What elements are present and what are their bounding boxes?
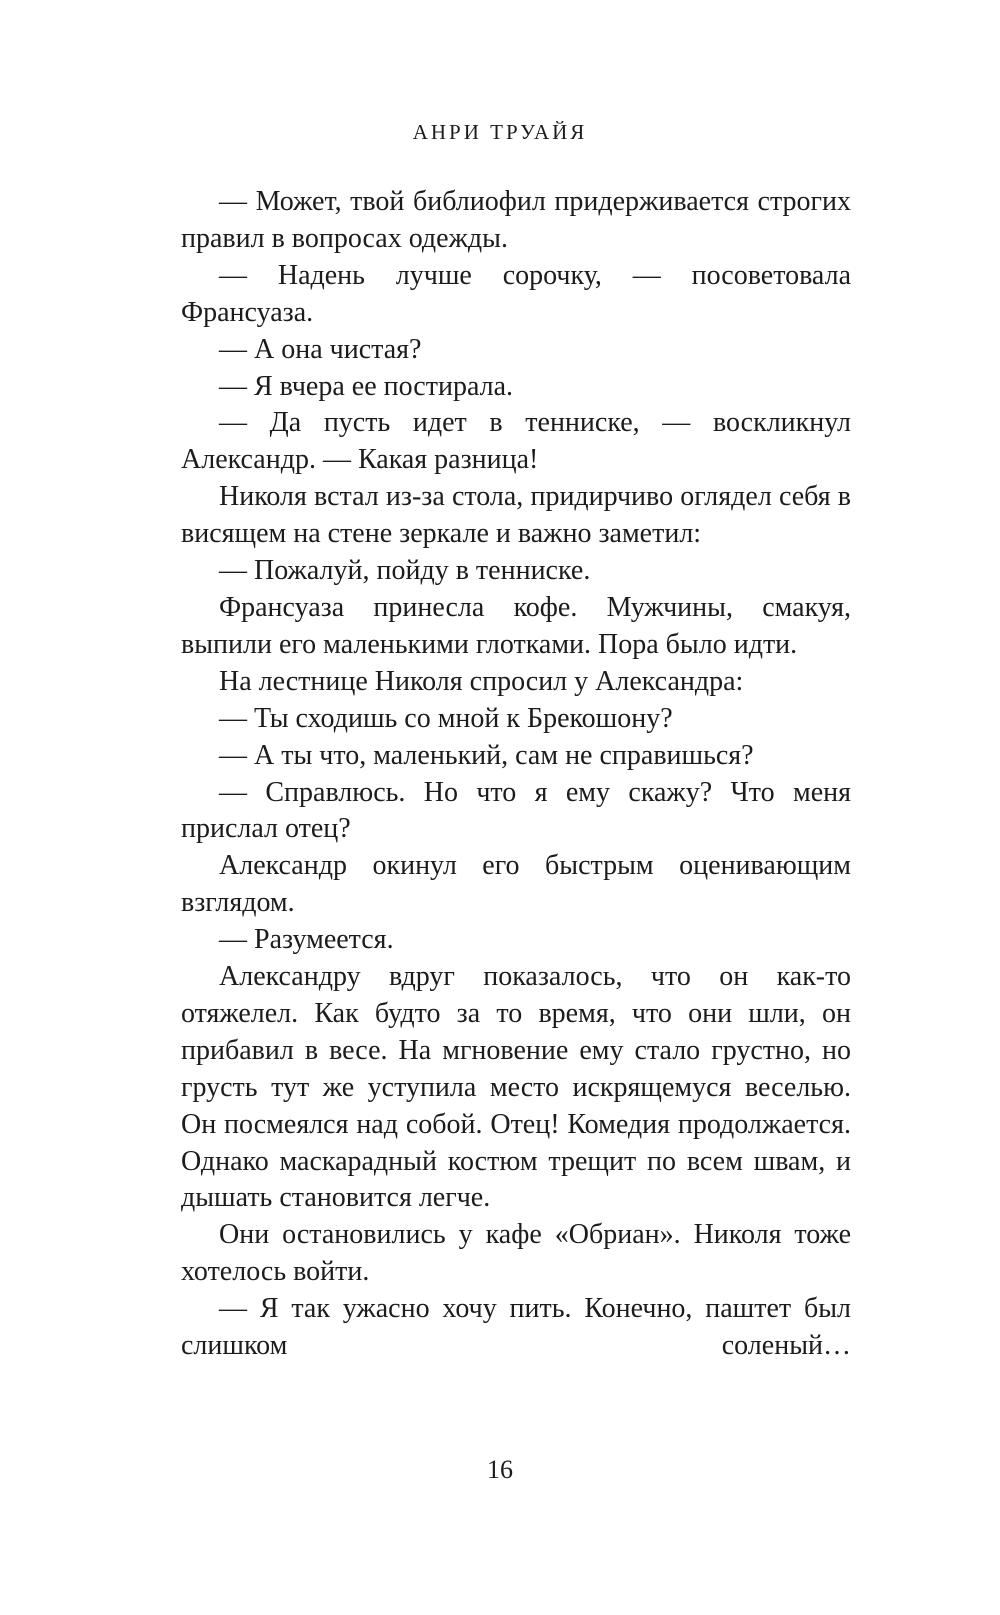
paragraph: Александр окинул его быстрым оценивающим взглядом. xyxy=(181,850,851,919)
page-body xyxy=(181,184,851,1365)
paragraph: — Ты сходишь со мной к Брекошону? xyxy=(219,702,673,734)
page-number: 16 xyxy=(487,1455,513,1484)
paragraph: Франсуаза принесла кофе. Мужчины, смакуя, выпили его маленькими глотками. Пора было идти. xyxy=(181,591,851,660)
paragraph: — А она чистая? xyxy=(219,333,422,365)
paragraph: — Да пусть идет в тенниске, — воскликнул Александр. — Какая разница! xyxy=(181,407,851,476)
paragraph: — Я так ужасно хочу пить. Конечно, паштет был слишком соленый… xyxy=(181,1293,851,1362)
paragraph: На лестнице Николя спросил у Александра: xyxy=(219,665,744,697)
paragraph: — Надень лучше сорочку, — посоветовала Франсуаза. xyxy=(181,259,851,328)
paragraph: Они остановились у кафе «Обриан». Николя тоже хотелось войти. xyxy=(181,1219,851,1288)
paragraph: — Может, твой библиофил придерживается строгих правил в вопросах одежды. xyxy=(181,186,851,254)
paragraph: Александру вдруг показалось, что он как-то отяжелел. Как будто за то время, что они шли, он прибавил в весе. На мгновение ему стало грустно, но грусть тут же уступила место искрящемуся веселью. Он посмеялся над собой. Отец! Комедия продолжается. Однако маскарадный костюм трещит по всем швам, и дышать становится легче. xyxy=(181,961,851,1214)
paragraph: Николя встал из-за стола, придирчиво оглядел себя в висящем на стене зеркале и важно заметил: xyxy=(181,481,851,550)
running-header: АНРИ ТРУАЙЯ xyxy=(412,120,588,144)
paragraph: — Разумеется. xyxy=(219,924,394,956)
paragraph: — Я вчера ее постирала. xyxy=(219,370,514,402)
paragraph: — Справлюсь. Но что я ему скажу? Что меня прислал отец? xyxy=(181,776,851,845)
paragraph: — Пожалуй, пойду в тенниске. xyxy=(219,555,591,587)
paragraph: — А ты что, маленький, сам не справишься? xyxy=(219,739,754,771)
